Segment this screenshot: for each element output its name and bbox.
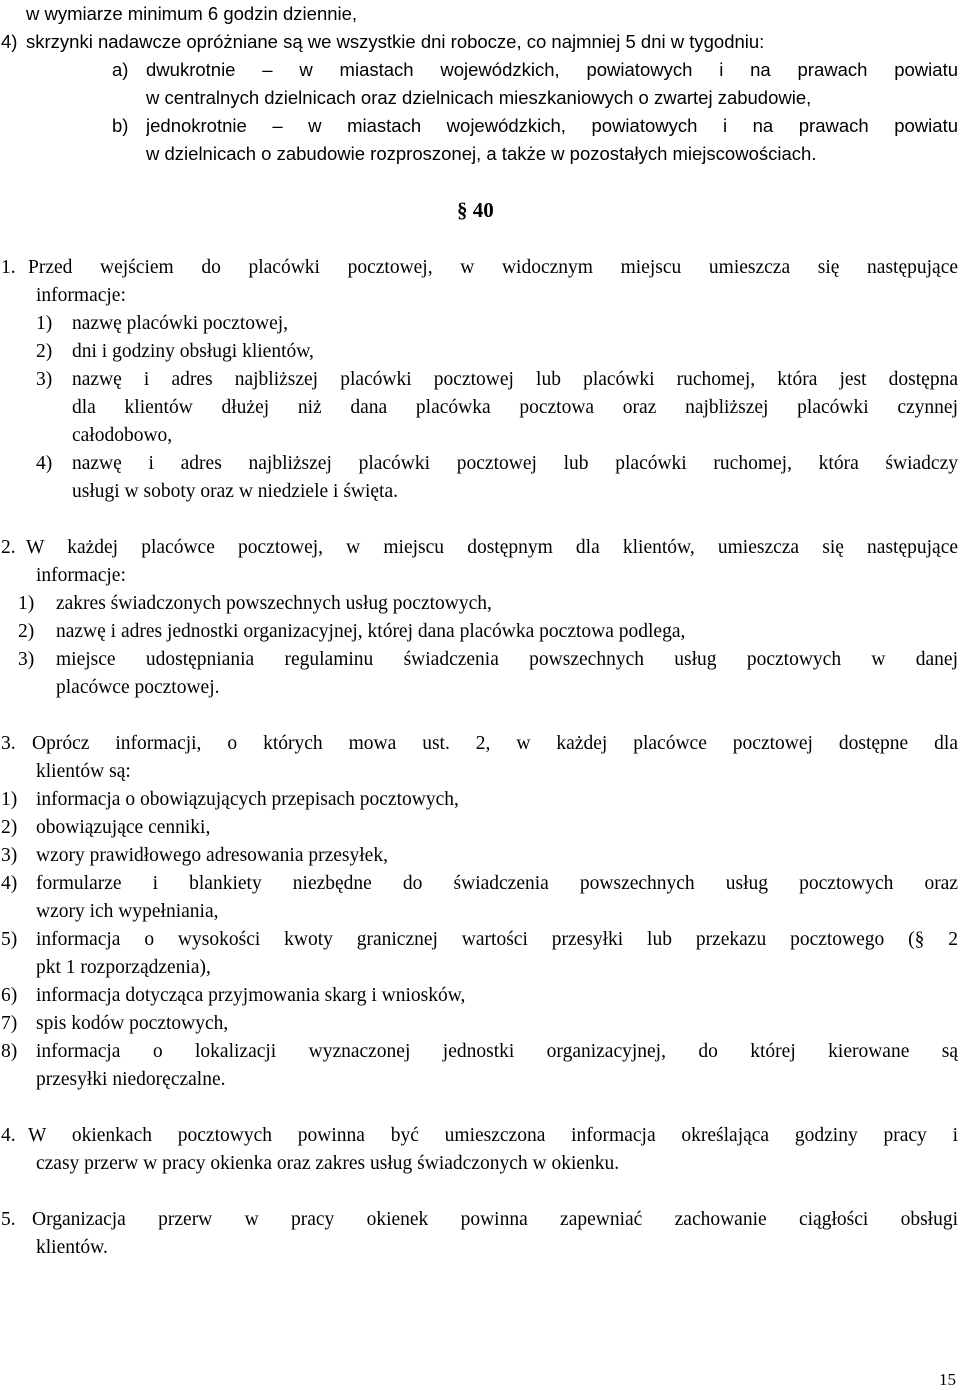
p1-item-4: 4) nazwę i adres najbliższej placówki pocztowej lub placówki ruchomej, która świadczy xyxy=(36,453,958,474)
p3-item-4: 4) formularze i blankiety niezbędne do świadczenia powszechnych usług pocztowych oraz xyxy=(1,873,958,894)
p3-item-7: 7) spis kodów pocztowych, xyxy=(1,1013,229,1034)
top-line-1: w wymiarze minimum 6 godzin dziennie, xyxy=(26,3,358,24)
p3-item-5: 5) informacja o wysokości kwoty granicznej wartości przesyłki lub przekazu pocztowego (§ 2 xyxy=(1,929,958,950)
p1-item-2: 2) dni i godziny obsługi klientów, xyxy=(36,341,314,362)
p2-item-3: 3) miejsce udostępniania regulaminu świadczenia powszechnych usług pocztowych w danej xyxy=(18,649,958,670)
top-item-a: a) dwukrotnie – w miastach wojewódzkich, powiatowych i na prawach powiatu xyxy=(112,59,958,80)
paragraph-2: 2. W każdej placówce pocztowej, w miejscu dostępnym dla klientów, umieszcza się następujące informacje: 1) zakres świadczonych powszechnych usług pocztowych, 2) nazwę i adres jednostki organizacyjnej, której dana placówka pocztowa podlega, 3) miejsce udostępniania regulaminu świadczenia powszechnych usług pocztowych w danej placówce pocztowej. xyxy=(1,537,958,698)
paragraph-1: 1. Przed wejściem do placówki pocztowej, w widocznym miejscu umieszcza się następujące informacje: 1) nazwę placówki pocztowej, 2) dni i godziny obsługi klientów, 3) nazwę i adres najbliższej placówki pocztowej lub placówki ruchomej, która jest dostępna dla klientów dłużej niż dana placówka pocztowa oraz najbliższej placówki czynnej całodobowo, 4) nazwę i adres najbliższej placówki pocztowej lub placówki ruchomej, która świadczy usługi w soboty oraz w niedziele i święta. xyxy=(1,257,958,502)
p3-item-1: 1) informacja o obowiązujących przepisach pocztowych, xyxy=(1,789,459,810)
p3-item-2: 2) obowiązujące cenniki, xyxy=(1,817,211,838)
top-item-4: 4) skrzynki nadawcze opróżniane są we wszystkie dni robocze, co najmniej 5 dni w tygodniu: xyxy=(1,31,765,52)
p3-item-8: 8) informacja o lokalizacji wyznaczonej jednostki organizacyjnej, do której kierowane są xyxy=(1,1041,958,1062)
p3-item-3: 3) wzory prawidłowego adresowania przesyłek, xyxy=(1,845,388,866)
paragraph-5: 5. Organizacja przerw w pracy okienek powinna zapewniać zachowanie ciągłości obsługi klientów. xyxy=(1,1209,958,1258)
p2-item-1: 1) zakres świadczonych powszechnych usług pocztowych, xyxy=(18,593,492,614)
paragraph-3: 3. Oprócz informacji, o których mowa ust. 2, w każdej placówce pocztowej dostępne dla klientów są: 1) informacja o obowiązujących przepisach pocztowych, 2) obowiązujące cenniki, 3) wzory prawidłowego adresowania przesyłek, 4) formularze i blankiety niezbędne do świadczenia powszechnych usług pocztowych oraz wzory ich wypełniania, 5) informacja o wysokości kwoty granicznej wartości przesyłki lub przekazu pocztowego (§ 2 pkt 1 rozporządzenia), 6) informacja dotycząca przyjmowania skarg i wniosków, 7) spis kodów pocztowych, 8) informacja o lokalizacji wyznaczonej jednostki organizacyjnej, do której kierowane są przesyłki niedoręczalne. xyxy=(1,733,958,1090)
top-block: w wymiarze minimum 6 godzin dziennie, 4) skrzynki nadawcze opróżniane są we wszystkie dni robocze, co najmniej 5 dni w tygodniu: a) dwukrotnie – w miastach wojewódzkich, powiatowych i na prawach powiatu w centralnych dzielnicach oraz dzielnicach mieszkaniowych o zwartej zabudowie, b) jednokrotnie – w miastach wojewódzkich, powiatowych i na prawach powiatu w dzielnicach o zabudowie rozproszonej, a także w pozostałych miejscowościach. xyxy=(0,0,958,168)
p3-item-6: 6) informacja dotycząca przyjmowania skarg i wniosków, xyxy=(1,985,466,1006)
top-item-b: b) jednokrotnie – w miastach wojewódzkich, powiatowych i na prawach powiatu xyxy=(112,115,958,136)
section-heading: § 40 xyxy=(457,198,494,222)
p1-item-1: 1) nazwę placówki pocztowej, xyxy=(36,313,289,334)
p2-item-2: 2) nazwę i adres jednostki organizacyjnej, której dana placówka pocztowa podlega, xyxy=(18,621,686,642)
paragraph-4: 4. W okienkach pocztowych powinna być umieszczona informacja określająca godziny pracy i czasy przerw w pracy okienka oraz zakres usług świadczonych w okienku. xyxy=(1,1125,958,1174)
page-number: 15 xyxy=(939,1370,956,1389)
p1-item-3: 3) nazwę i adres najbliższej placówki pocztowej lub placówki ruchomej, która jest dostępna xyxy=(36,369,958,390)
